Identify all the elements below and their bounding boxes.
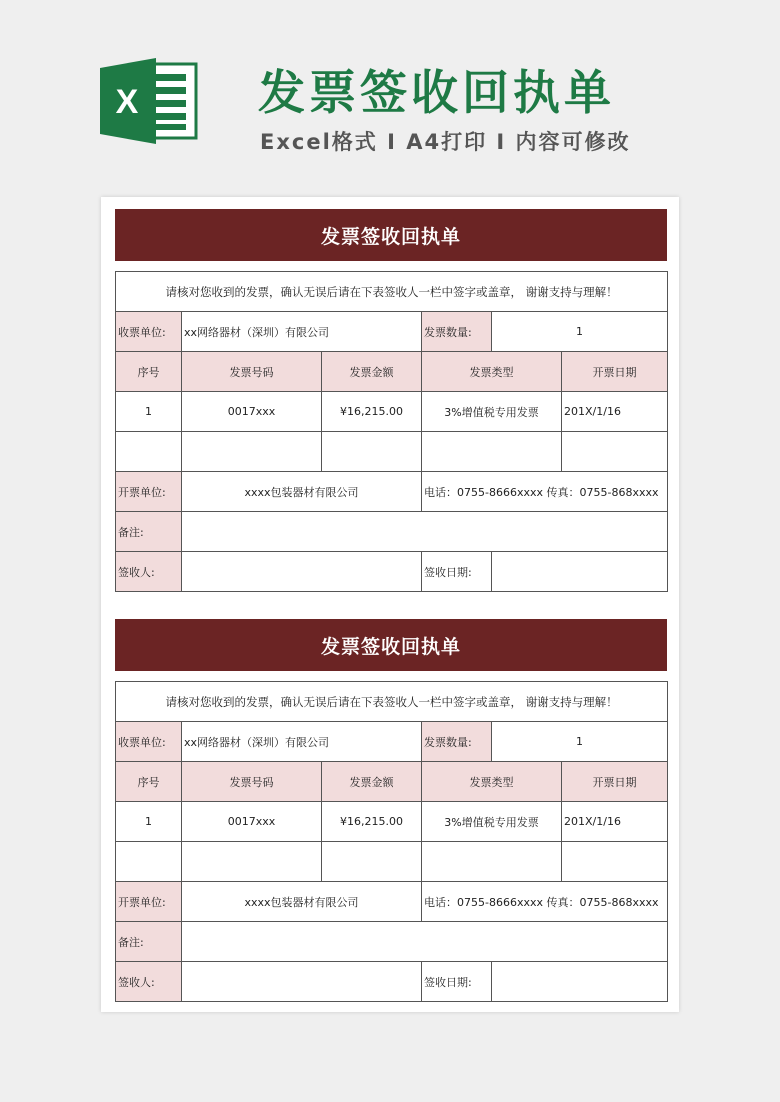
issuer-label: 开票单位: [116, 472, 182, 512]
column-header: 发票类型 [422, 762, 562, 802]
sign-date-field[interactable] [492, 552, 668, 592]
column-header: 发票金额 [322, 352, 422, 392]
table-cell[interactable] [422, 842, 562, 882]
remark-label: 备注: [116, 512, 182, 552]
page-subtitle: Excel格式 Ⅰ A4打印 Ⅰ 内容可修改 [260, 130, 631, 154]
table-row [116, 392, 668, 432]
document-sheet [101, 197, 679, 1012]
table-cell[interactable]: 0017xxx [182, 392, 322, 432]
form-title: 发票签收回执单 [115, 209, 667, 261]
contact-info[interactable]: 电话：0755-8666xxxx 传真：0755-868xxxx [422, 882, 668, 922]
table-cell[interactable] [422, 432, 562, 472]
svg-text:X: X [115, 83, 139, 121]
invoice-count-value[interactable]: 1 [492, 722, 668, 762]
receiver-value[interactable]: xx网络器材（深圳）有限公司 [182, 312, 422, 352]
table-cell[interactable] [116, 432, 182, 472]
receipt-table [115, 681, 668, 1002]
receiver-label: 收票单位: [116, 722, 182, 762]
table-row [116, 802, 668, 842]
receipt-table [115, 271, 668, 592]
remark-label: 备注: [116, 922, 182, 962]
column-header: 序号 [116, 352, 182, 392]
invoice-count-value[interactable]: 1 [492, 312, 668, 352]
column-header: 开票日期 [562, 352, 668, 392]
table-cell[interactable]: 1 [116, 802, 182, 842]
page-header [0, 0, 780, 190]
excel-icon [100, 58, 200, 144]
table-cell[interactable] [182, 842, 322, 882]
receipt-form [115, 209, 667, 592]
column-header: 发票号码 [182, 762, 322, 802]
form-title: 发票签收回执单 [115, 619, 667, 671]
table-cell[interactable]: 3%增值税专用发票 [422, 392, 562, 432]
receipt-form [115, 619, 667, 1002]
receiver-label: 收票单位: [116, 312, 182, 352]
invoice-count-label: 发票数量: [422, 722, 492, 762]
notice-text: 请核对您收到的发票，确认无误后请在下表签收人一栏中签字或盖章， 谢谢支持与理解！ [116, 272, 668, 312]
signer-label: 签收人: [116, 962, 182, 1002]
table-cell[interactable] [182, 432, 322, 472]
notice-text: 请核对您收到的发票，确认无误后请在下表签收人一栏中签字或盖章， 谢谢支持与理解！ [116, 682, 668, 722]
column-header: 开票日期 [562, 762, 668, 802]
table-cell[interactable]: 3%增值税专用发票 [422, 802, 562, 842]
page-title: 发票签收回执单 [258, 66, 615, 121]
signer-label: 签收人: [116, 552, 182, 592]
column-header: 发票号码 [182, 352, 322, 392]
table-cell[interactable] [562, 432, 668, 472]
table-row [116, 432, 668, 472]
table-cell[interactable]: 0017xxx [182, 802, 322, 842]
receiver-value[interactable]: xx网络器材（深圳）有限公司 [182, 722, 422, 762]
sign-date-label: 签收日期: [422, 552, 492, 592]
table-cell[interactable]: 201X/1/16 [562, 392, 668, 432]
column-header: 发票金额 [322, 762, 422, 802]
remark-field[interactable] [182, 922, 668, 962]
signer-field[interactable] [182, 962, 422, 1002]
contact-info[interactable]: 电话：0755-8666xxxx 传真：0755-868xxxx [422, 472, 668, 512]
table-row [116, 842, 668, 882]
sign-date-field[interactable] [492, 962, 668, 1002]
signer-field[interactable] [182, 552, 422, 592]
remark-field[interactable] [182, 512, 668, 552]
table-cell[interactable] [322, 842, 422, 882]
table-cell[interactable] [116, 842, 182, 882]
table-cell[interactable] [562, 842, 668, 882]
table-cell[interactable]: 1 [116, 392, 182, 432]
table-cell[interactable]: ¥16,215.00 [322, 802, 422, 842]
issuer-value[interactable]: xxxx包装器材有限公司 [182, 472, 422, 512]
issuer-label: 开票单位: [116, 882, 182, 922]
issuer-value[interactable]: xxxx包装器材有限公司 [182, 882, 422, 922]
sign-date-label: 签收日期: [422, 962, 492, 1002]
table-cell[interactable]: 201X/1/16 [562, 802, 668, 842]
column-header: 发票类型 [422, 352, 562, 392]
table-cell[interactable]: ¥16,215.00 [322, 392, 422, 432]
invoice-count-label: 发票数量: [422, 312, 492, 352]
column-header: 序号 [116, 762, 182, 802]
table-cell[interactable] [322, 432, 422, 472]
